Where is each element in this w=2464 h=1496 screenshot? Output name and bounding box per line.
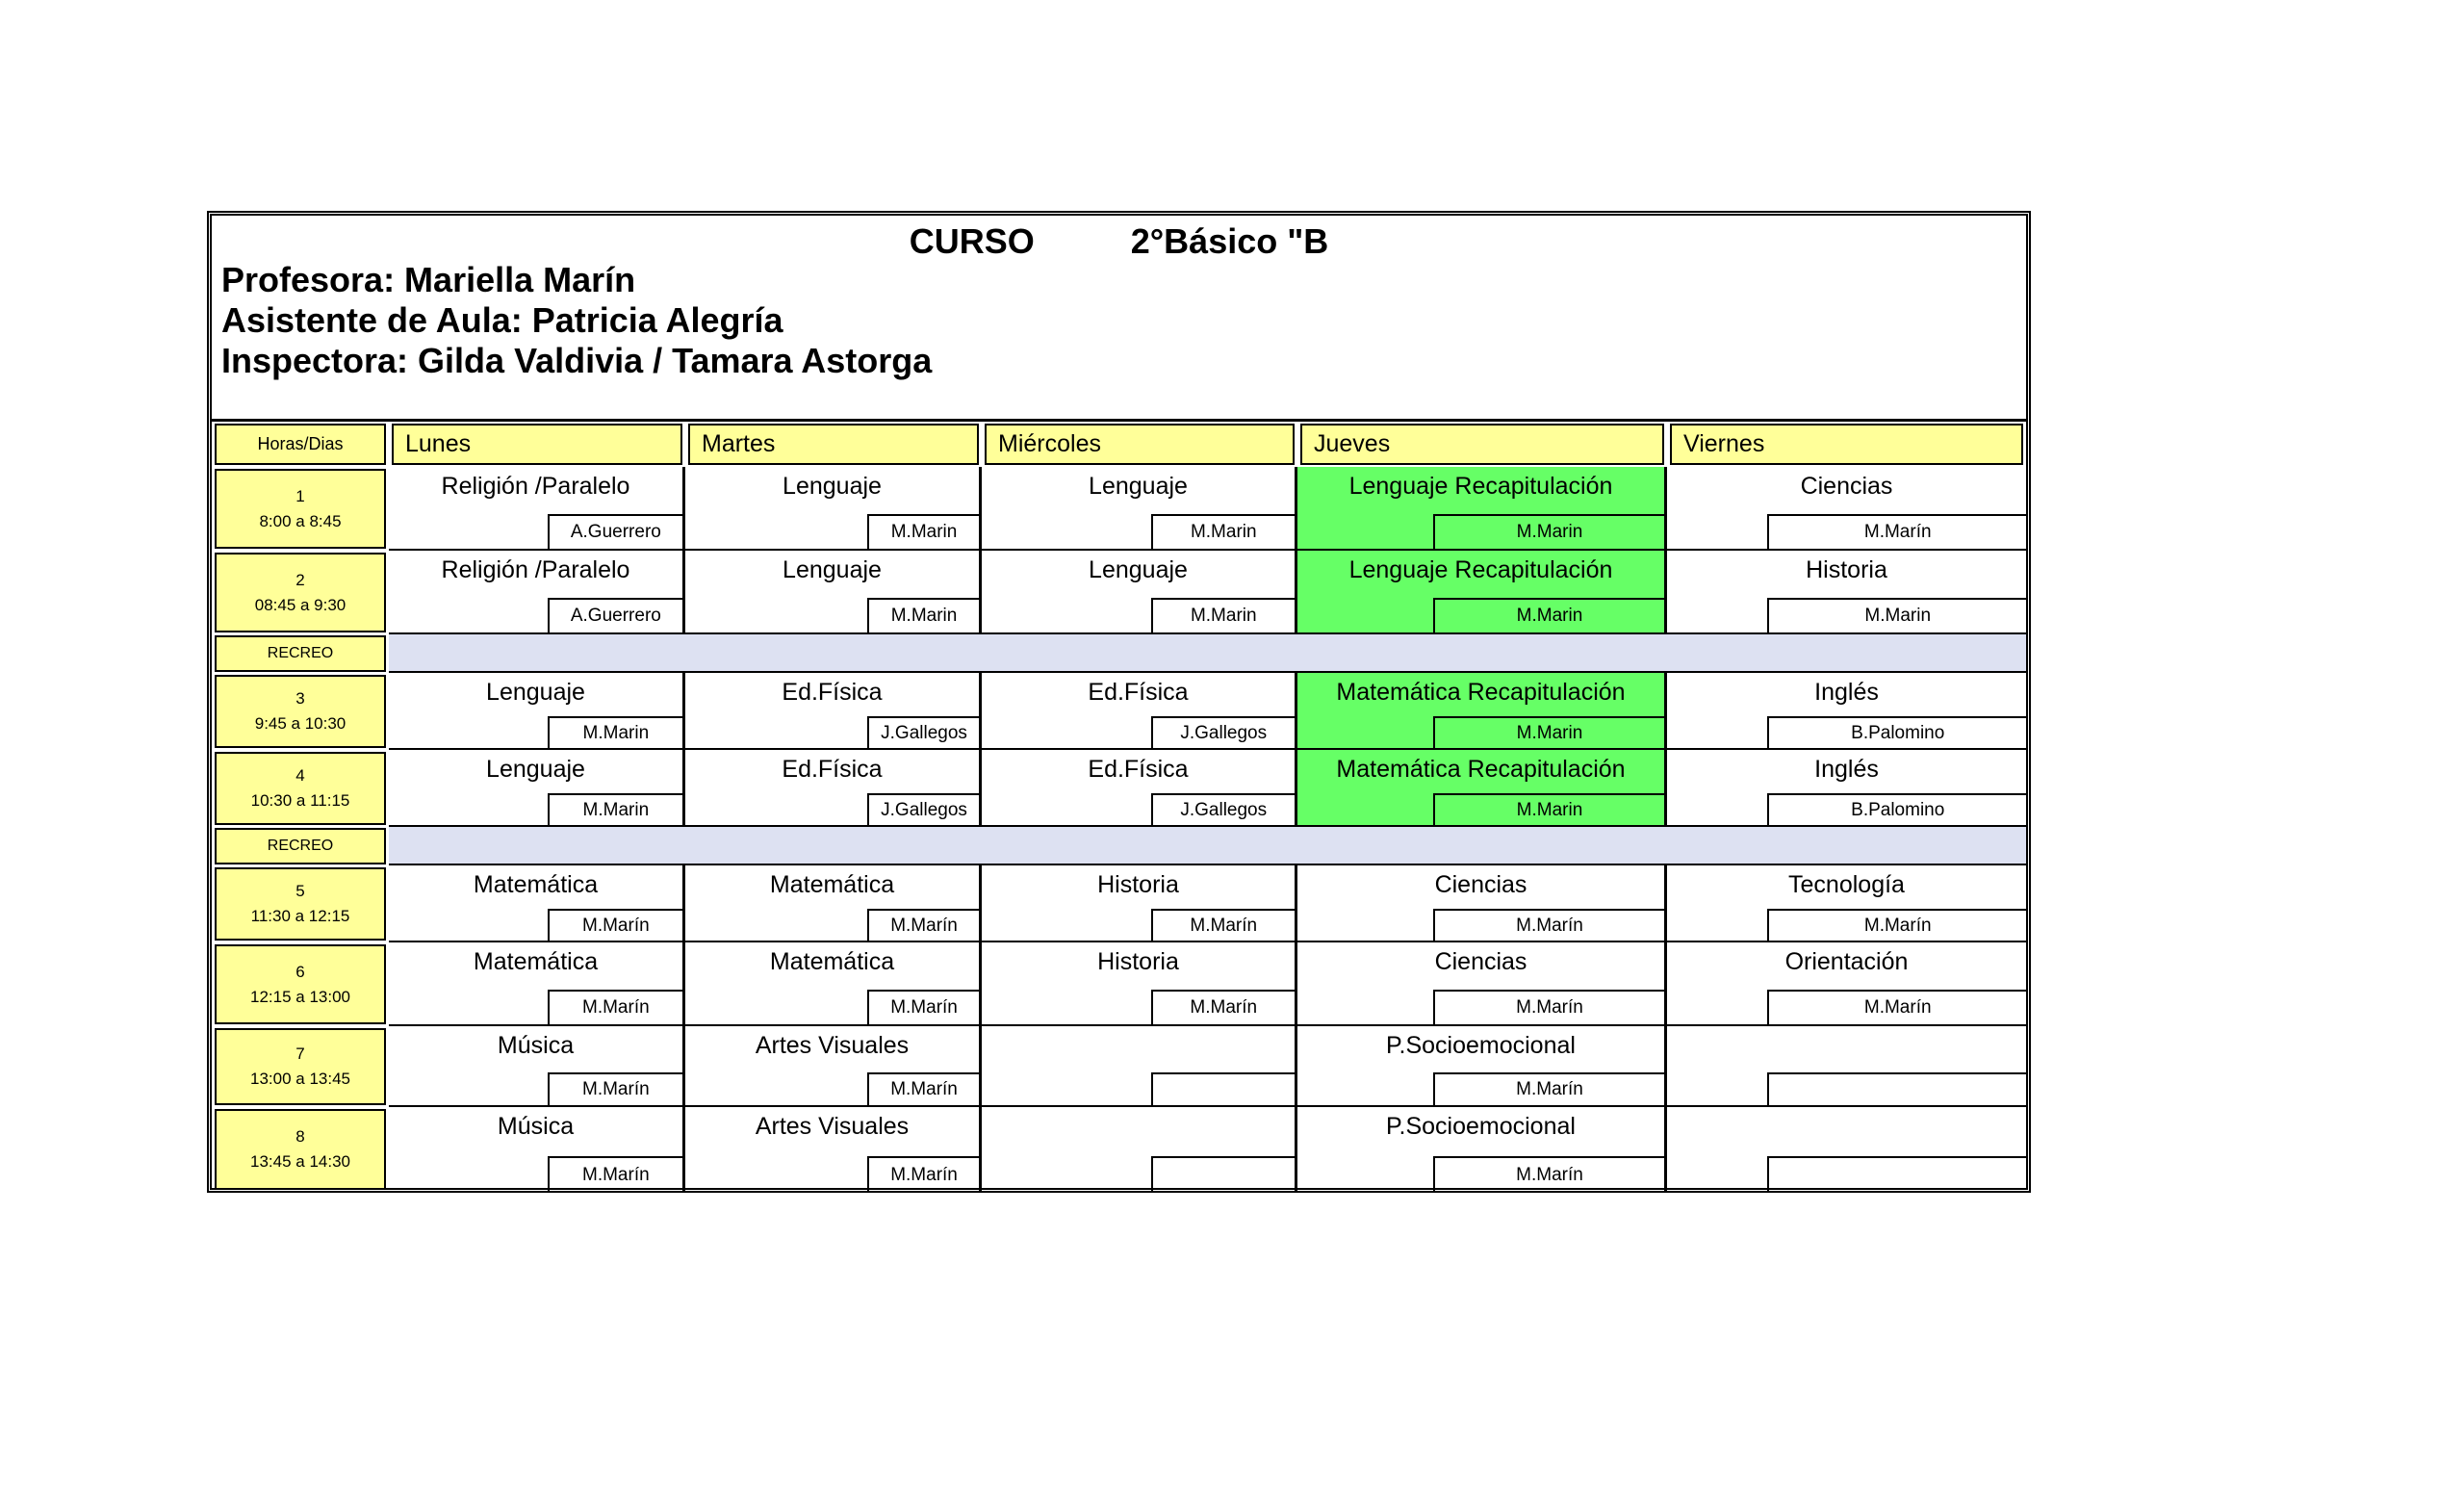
period-time: 12:15 a 13:00 xyxy=(250,987,350,1006)
period-number: 8 xyxy=(295,1127,305,1146)
subject-label: P.Socioemocional xyxy=(1386,1113,1576,1140)
period-time: 13:45 a 14:30 xyxy=(250,1152,350,1171)
class-cell xyxy=(389,551,685,634)
subject-label: Música xyxy=(497,1032,575,1059)
period-label xyxy=(215,752,386,825)
class-cell xyxy=(1667,467,2026,551)
subject-label: Matemática xyxy=(473,948,599,975)
inspectora-line: Inspectora: Gilda Valdivia / Tamara Astorga xyxy=(221,341,933,380)
class-cell xyxy=(982,673,1297,750)
teacher-label: M.Marin xyxy=(548,793,682,825)
class-cell xyxy=(1297,750,1667,827)
asistente-line: Asistente de Aula: Patricia Alegría xyxy=(221,300,783,340)
teacher-label: M.Marín xyxy=(1151,909,1296,941)
teacher-label: A.Guerrero xyxy=(548,598,682,632)
subject-label: Ciencias xyxy=(1434,871,1527,898)
teacher-label: M.Marin xyxy=(548,716,682,748)
period-time: 10:30 a 11:15 xyxy=(250,791,350,810)
teacher-label: M.Marín xyxy=(1767,514,2026,549)
teacher-label xyxy=(1151,1072,1296,1105)
class-cell xyxy=(685,1107,982,1192)
teacher-label: M.Marín xyxy=(548,909,682,941)
subject-label: Ed.Física xyxy=(1088,756,1189,783)
class-cell xyxy=(389,942,685,1026)
recreo-band xyxy=(389,634,2026,673)
schedule-sheet xyxy=(207,211,2031,1193)
day-header-1: Martes xyxy=(688,424,979,465)
period-number: 1 xyxy=(295,486,305,505)
subject-label: Lenguaje Recapitulación xyxy=(1348,473,1613,500)
subject-label: Inglés xyxy=(1814,756,1879,783)
class-cell xyxy=(1297,942,1667,1026)
class-cell xyxy=(1667,865,2026,942)
period-time: 08:45 a 9:30 xyxy=(254,595,346,614)
class-cell xyxy=(389,865,685,942)
day-header-3: Jueves xyxy=(1300,424,1664,465)
teacher-label: J.Gallegos xyxy=(867,793,979,825)
teacher-label: M.Marin xyxy=(867,514,979,549)
recreo-label: RECREO xyxy=(215,635,386,672)
teacher-label xyxy=(1767,1072,2026,1105)
teacher-label: M.Marín xyxy=(1433,909,1664,941)
class-cell xyxy=(389,750,685,827)
period-label xyxy=(215,553,386,632)
period-label xyxy=(215,1109,386,1190)
recreo-label: RECREO xyxy=(215,828,386,864)
subject-label: Historia xyxy=(1097,948,1179,975)
period-label xyxy=(215,867,386,941)
period-number: 2 xyxy=(295,570,305,589)
subject-label: Ed.Física xyxy=(1088,679,1189,706)
class-cell xyxy=(982,750,1297,827)
period-number: 4 xyxy=(295,766,305,785)
class-cell xyxy=(1297,467,1667,551)
teacher-label: J.Gallegos xyxy=(1151,793,1296,825)
teacher-label: M.Marín xyxy=(867,1072,979,1105)
teacher-label: M.Marin xyxy=(1433,514,1664,549)
period-label xyxy=(215,675,386,748)
subject-label: Religión /Paralelo xyxy=(441,473,630,500)
recreo-band xyxy=(389,827,2026,865)
subject-label: Ciencias xyxy=(1434,948,1527,975)
curso-label: CURSO xyxy=(909,221,1035,261)
period-time: 11:30 a 12:15 xyxy=(250,907,350,925)
class-cell xyxy=(685,467,982,551)
class-cell xyxy=(1667,1026,2026,1107)
subject-label: Matemática Recapitulación xyxy=(1336,679,1626,706)
teacher-label: M.Marin xyxy=(1151,514,1296,549)
period-number: 7 xyxy=(295,1045,305,1063)
class-cell xyxy=(389,673,685,750)
class-cell xyxy=(982,942,1297,1026)
teacher-label: M.Marín xyxy=(1767,990,2026,1024)
timetable-grid xyxy=(212,422,2026,1192)
class-cell xyxy=(685,551,982,634)
subject-label: Matemática Recapitulación xyxy=(1336,756,1626,783)
day-header-0: Lunes xyxy=(392,424,682,465)
class-cell xyxy=(1667,673,2026,750)
class-cell xyxy=(1667,750,2026,827)
teacher-label xyxy=(1767,1156,2026,1192)
period-label xyxy=(215,944,386,1024)
subject-label: Matemática xyxy=(769,871,895,898)
class-cell xyxy=(982,865,1297,942)
period-time: 9:45 a 10:30 xyxy=(254,714,346,733)
period-number: 3 xyxy=(295,689,305,708)
class-cell xyxy=(982,1026,1297,1107)
subject-label: P.Socioemocional xyxy=(1386,1032,1576,1059)
teacher-label: J.Gallegos xyxy=(1151,716,1296,748)
teacher-label: M.Marín xyxy=(867,990,979,1024)
subject-label: Artes Visuales xyxy=(755,1113,910,1140)
subject-label: Lenguaje xyxy=(783,473,882,500)
profesora-line: Profesora: Mariella Marín xyxy=(221,260,636,299)
class-cell xyxy=(1297,1026,1667,1107)
class-cell xyxy=(982,1107,1297,1192)
teacher-label: M.Marin xyxy=(1151,598,1296,632)
subject-label: Historia xyxy=(1097,871,1179,898)
class-cell xyxy=(685,865,982,942)
class-cell xyxy=(1297,1107,1667,1192)
teacher-label: M.Marín xyxy=(1433,1072,1664,1105)
class-cell xyxy=(1297,865,1667,942)
subject-label: Lenguaje xyxy=(486,756,585,783)
teacher-label: M.Marin xyxy=(1433,793,1664,825)
subject-label: Religión /Paralelo xyxy=(441,556,630,583)
period-time: 13:00 a 13:45 xyxy=(250,1070,350,1088)
class-cell xyxy=(389,467,685,551)
teacher-label: M.Marín xyxy=(548,1156,682,1192)
subject-label: Lenguaje xyxy=(1089,556,1188,583)
class-cell xyxy=(1297,551,1667,634)
teacher-label: M.Marin xyxy=(867,598,979,632)
teacher-label: M.Marín xyxy=(1151,990,1296,1024)
teacher-label: M.Marín xyxy=(548,1072,682,1105)
subject-label: Ciencias xyxy=(1800,473,1893,500)
teacher-label: M.Marin xyxy=(1433,716,1664,748)
subject-label: Ed.Física xyxy=(782,756,883,783)
class-cell xyxy=(982,551,1297,634)
teacher-label: M.Marin xyxy=(1767,598,2026,632)
schedule-header xyxy=(212,216,2026,422)
subject-label: Lenguaje xyxy=(783,556,882,583)
class-cell xyxy=(389,1026,685,1107)
period-label xyxy=(215,469,386,549)
teacher-label: M.Marín xyxy=(867,1156,979,1192)
teacher-label: M.Marín xyxy=(1433,990,1664,1024)
period-number: 5 xyxy=(295,882,305,900)
class-cell xyxy=(685,942,982,1026)
subject-label: Artes Visuales xyxy=(755,1032,910,1059)
period-time: 8:00 a 8:45 xyxy=(259,511,342,530)
teacher-label: B.Palomino xyxy=(1767,716,2026,748)
teacher-label: M.Marín xyxy=(1433,1156,1664,1192)
horas-dias-header: Horas/Dias xyxy=(215,424,386,465)
class-cell xyxy=(1667,551,2026,634)
teacher-label: M.Marín xyxy=(548,990,682,1024)
teacher-label: M.Marin xyxy=(1433,598,1664,632)
subject-label: Historia xyxy=(1806,556,1887,583)
class-cell xyxy=(389,1107,685,1192)
class-cell xyxy=(1297,673,1667,750)
teacher-label xyxy=(1151,1156,1296,1192)
class-cell xyxy=(685,673,982,750)
subject-label: Música xyxy=(497,1113,575,1140)
class-cell xyxy=(1667,942,2026,1026)
subject-label: Orientación xyxy=(1784,948,1909,975)
teacher-label: J.Gallegos xyxy=(867,716,979,748)
subject-label: Ed.Física xyxy=(782,679,883,706)
period-number: 6 xyxy=(295,962,305,981)
subject-label: Tecnología xyxy=(1788,871,1905,898)
subject-label: Lenguaje xyxy=(1089,473,1188,500)
course-title xyxy=(212,221,2026,262)
class-cell xyxy=(685,750,982,827)
subject-label: Matemática xyxy=(769,948,895,975)
subject-label: Lenguaje Recapitulación xyxy=(1348,556,1613,583)
teacher-label: B.Palomino xyxy=(1767,793,2026,825)
teacher-label: M.Marín xyxy=(867,909,979,941)
subject-label: Lenguaje xyxy=(486,679,585,706)
class-cell xyxy=(982,467,1297,551)
curso-value: 2°Básico "B xyxy=(1130,221,1329,261)
subject-label: Matemática xyxy=(473,871,599,898)
day-header-2: Miércoles xyxy=(985,424,1295,465)
period-label xyxy=(215,1028,386,1105)
class-cell xyxy=(685,1026,982,1107)
teacher-label: A.Guerrero xyxy=(548,514,682,549)
teacher-label: M.Marín xyxy=(1767,909,2026,941)
subject-label: Inglés xyxy=(1814,679,1879,706)
class-cell xyxy=(1667,1107,2026,1192)
day-header-4: Viernes xyxy=(1670,424,2023,465)
